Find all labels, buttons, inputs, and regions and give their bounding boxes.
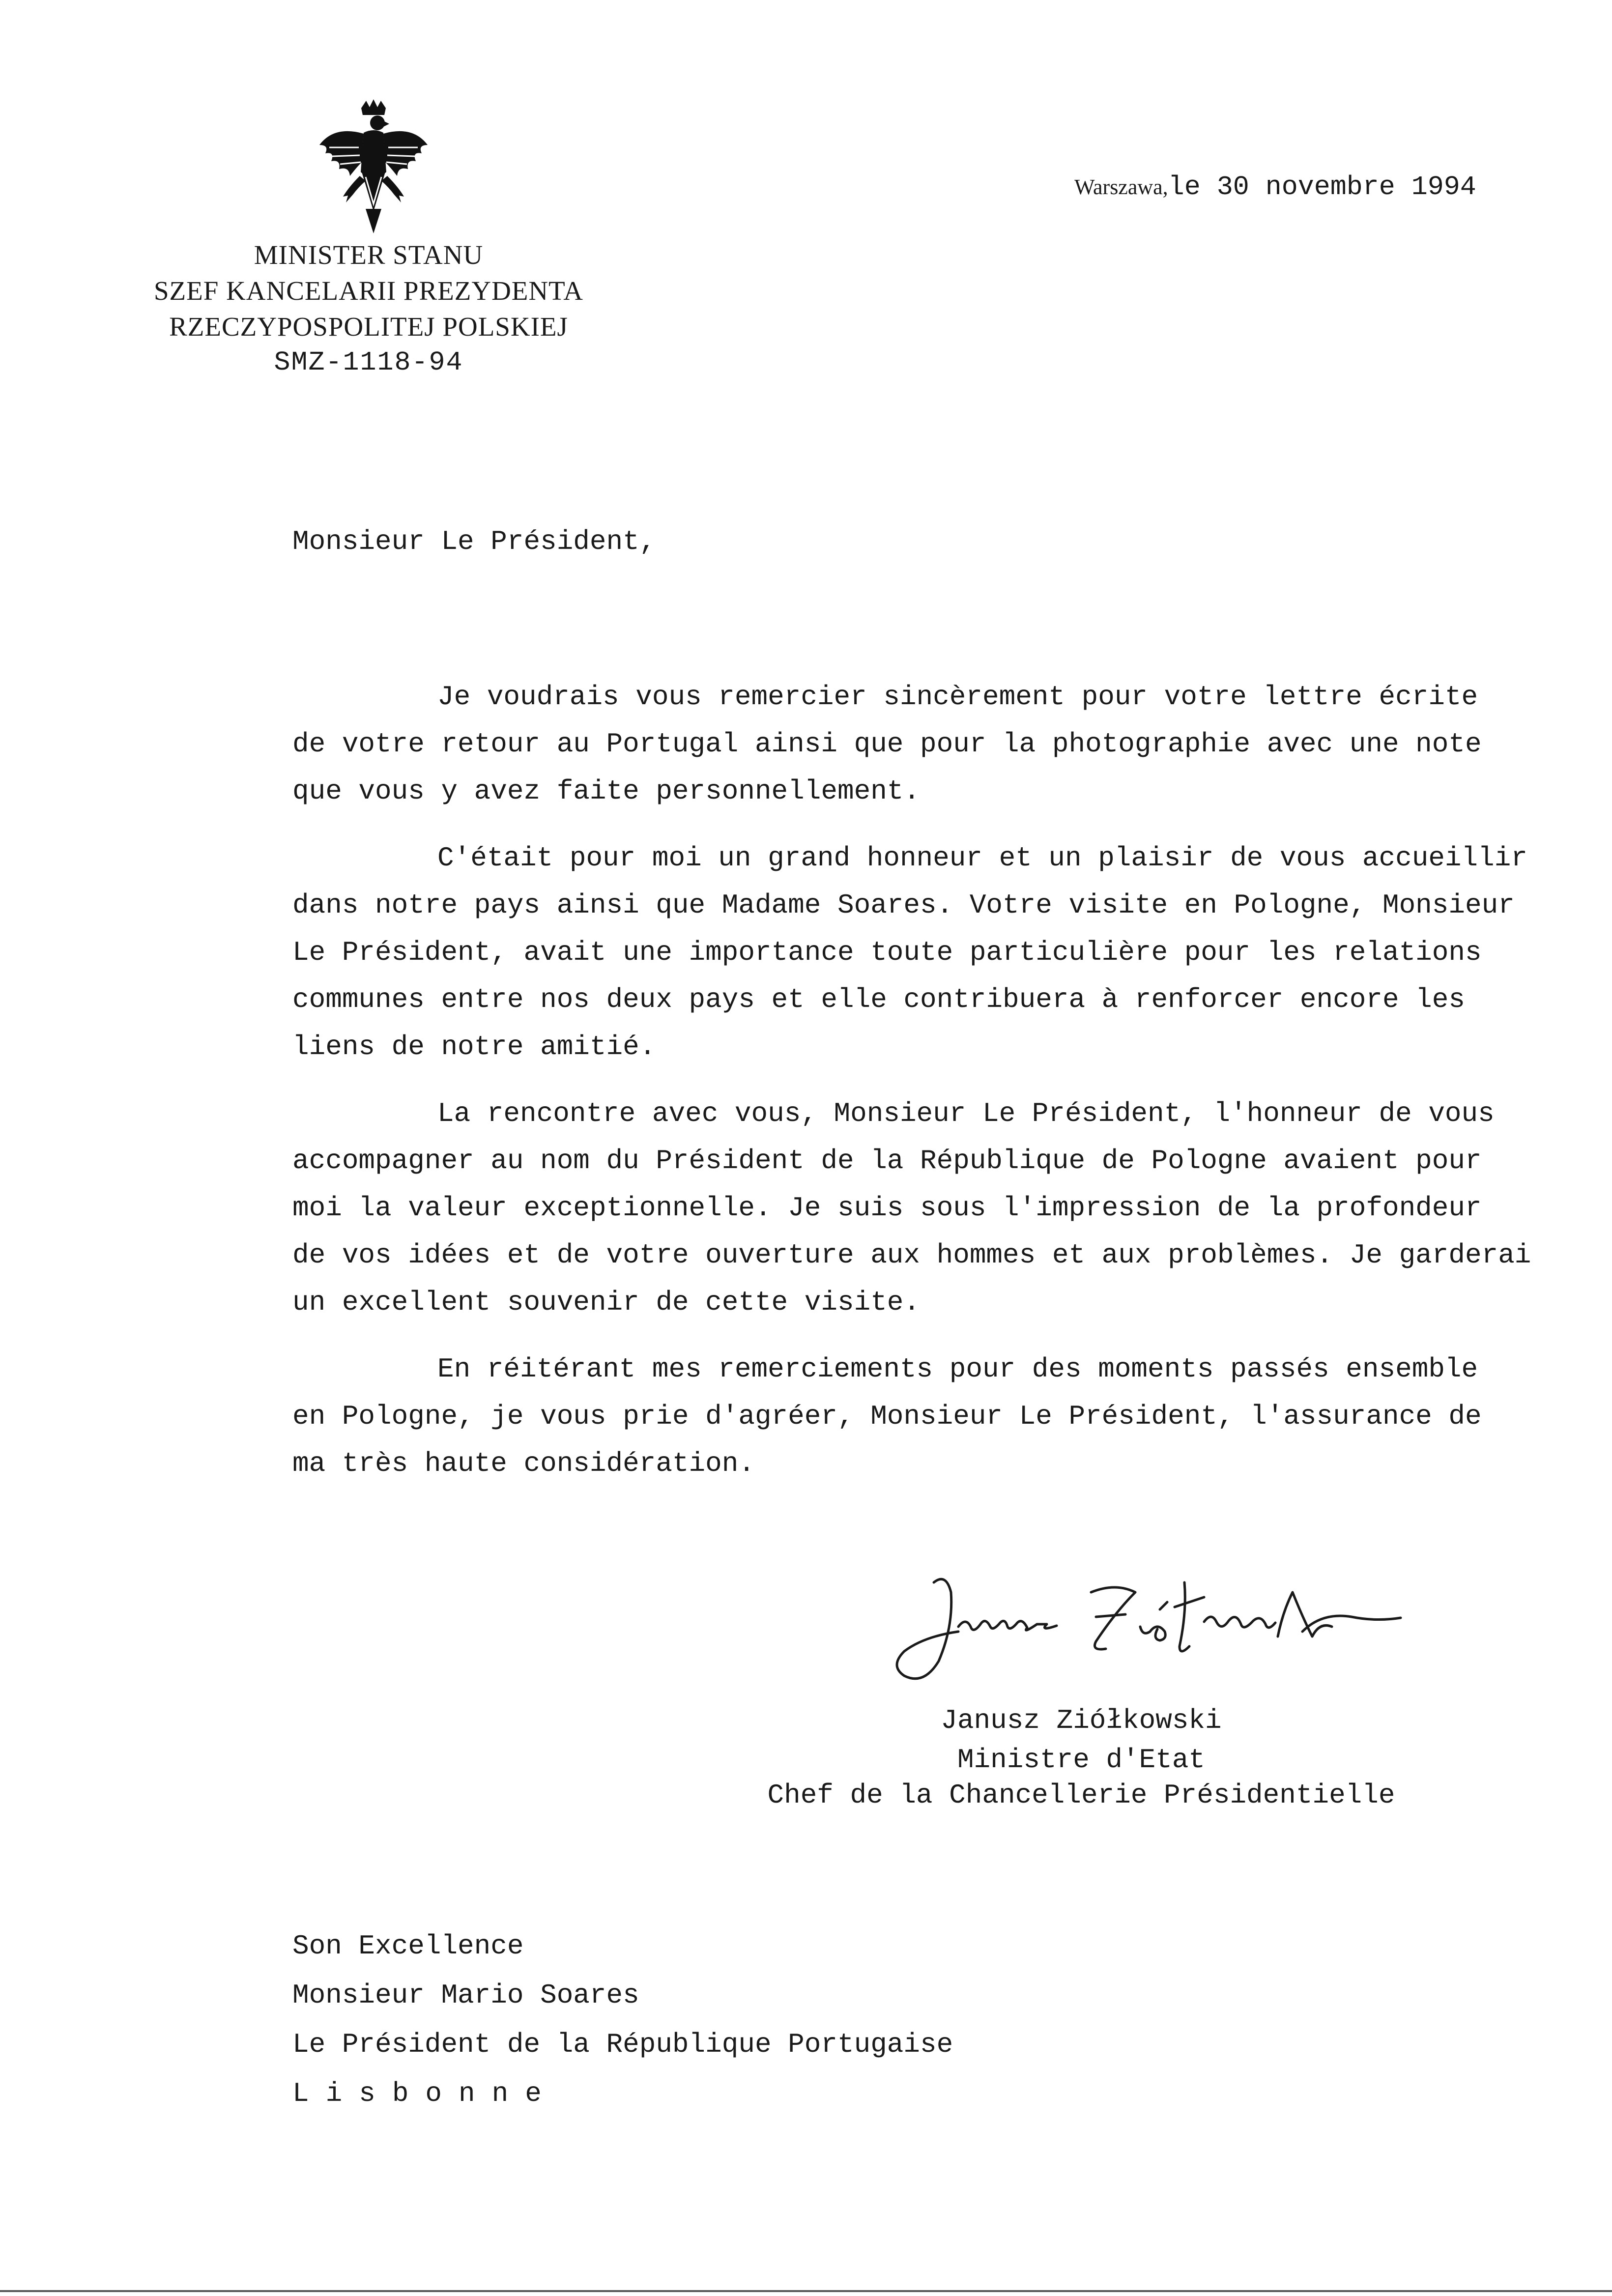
addressee-line-1: Son Excellence [292,1930,524,1962]
date-city: Warszawa, [1074,175,1168,199]
date-text: le 30 novembre 1994 [1168,172,1476,202]
body-paragraph-4: En réitérant mes remerciements pour des moments passés ensemble en Pologne, je vous prie d'agréer, Monsieur Le Président, l'assurance de ma très haute considération. [292,1353,1482,1479]
letterhead-line-3: RZECZYPOSPOLITEJ POLSKIEJ [169,312,568,342]
letterhead [98,237,639,380]
body-paragraph-3: La rencontre avec vous, Monsieur Le Président, l'honneur de vous accompagner au nom du Président de la République de Pologne avaient pour moi la valeur exceptionnelle. Je suis sous l'impression de la profondeur de vos idées et de votre ouverture aux hommes et aux problèmes. Je garderai un excellent souvenir de cette visite. [292,1098,1531,1318]
body-paragraph-2: C'était pour moi un grand honneur et un plaisir de vous accueillir dans notre pays ainsi que Madame Soares. Votre visite en Pologne, Monsieur Le Président, avait une importance toute particulière pour les relations communes entre nos deux pays et elle contribuera à renforcer encore les liens de notre amitié. [292,842,1527,1062]
signer-title-2: Chef de la Chancellerie Présidentielle [767,1779,1395,1811]
letterhead-line-1: MINISTER STANU [254,240,484,270]
letterhead-line-2: SZEF KANCELARII PREZYDENTA [153,276,584,306]
signer-title-1: Ministre d'Etat [957,1744,1206,1776]
addressee-line-3: Le Président de la République Portugaise [292,2029,953,2060]
reference-number: SMZ-1118-94 [274,347,463,378]
handwritten-signature [860,1563,1435,1691]
polish-eagle-emblem-icon [315,98,432,241]
salutation: Monsieur Le Président, [292,526,656,557]
addressee-block [292,1922,953,2118]
addressee-line-2: Monsieur Mario Soares [292,1980,639,2011]
bottom-edge-rule [0,2290,1612,2292]
body-paragraph-1: Je voudrais vous remercier sincèrement pour votre lettre écrite de votre retour au Portugal ainsi que pour la photographie avec une note que vous y avez faite personnellement. [292,681,1482,807]
date-line [1074,170,1476,202]
signer-name: Janusz Ziółkowski [941,1705,1222,1736]
addressee-city: Lisbonne [292,2078,558,2109]
signer-block [757,1703,1406,1813]
letter-body [292,673,1551,1507]
